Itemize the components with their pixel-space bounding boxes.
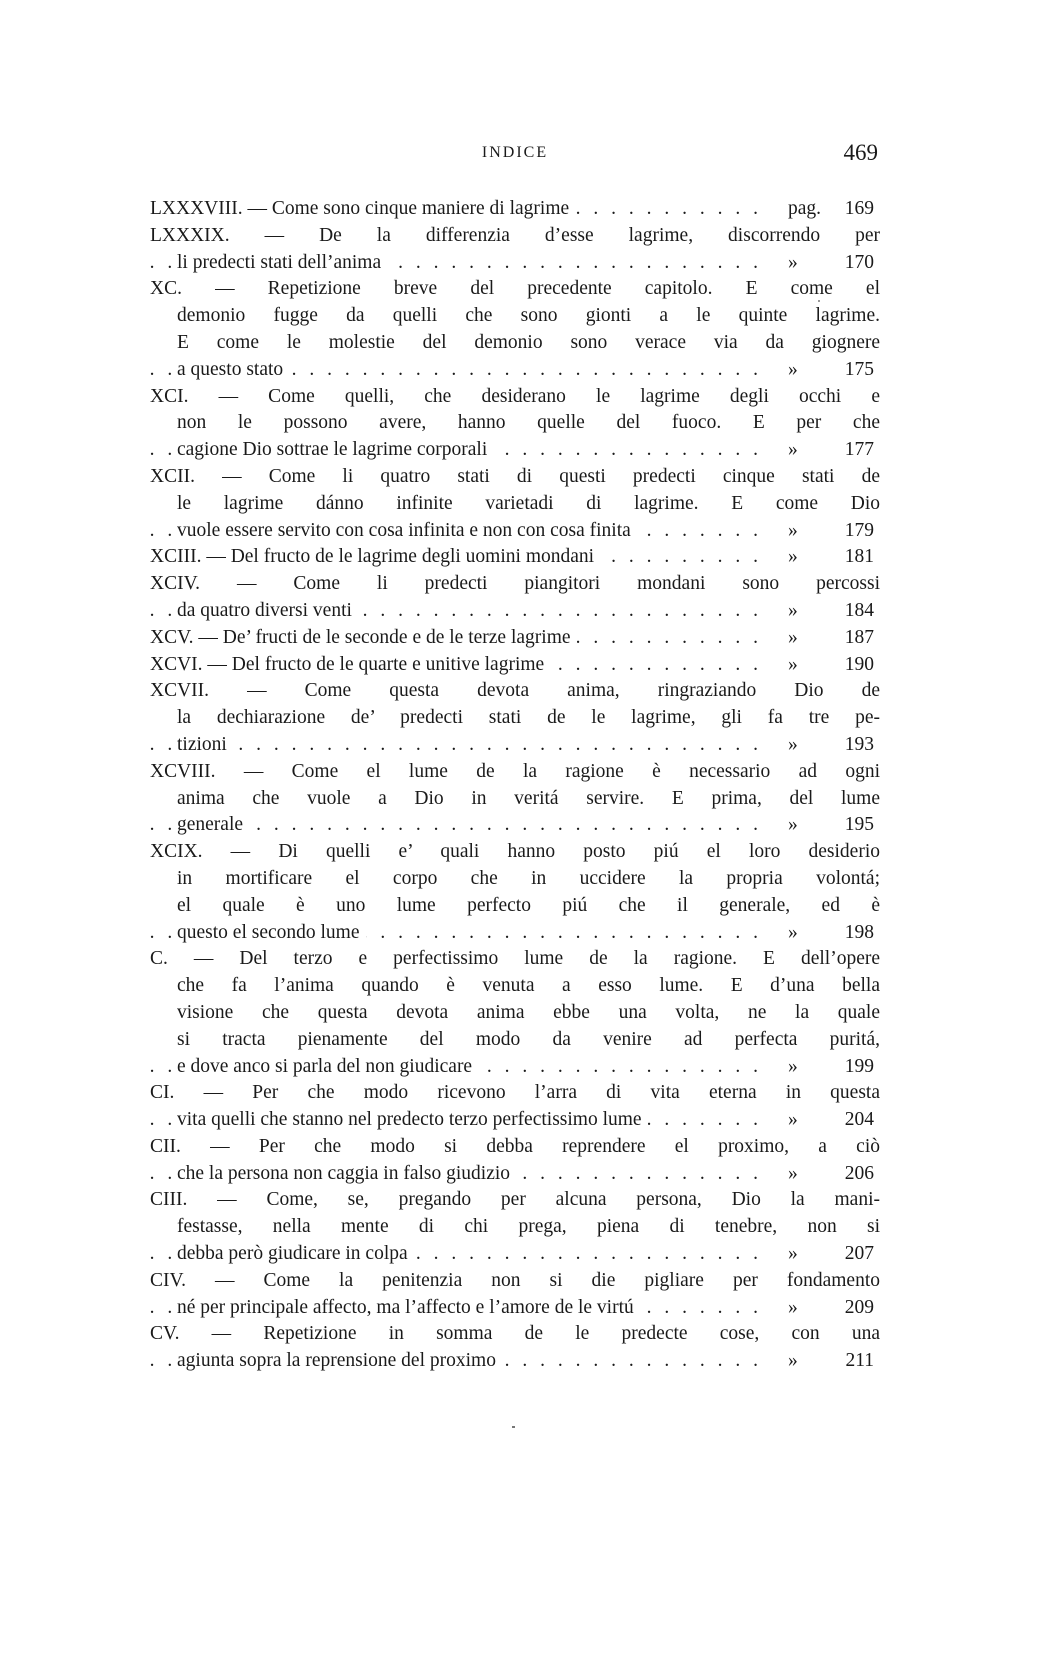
toc-entry-line <box>150 732 880 759</box>
toc-entry <box>150 652 880 679</box>
toc-entry-text: LXXXVIII. — Come sono cinque maniere di lagrime <box>150 198 575 219</box>
toc-entry-line <box>150 276 880 303</box>
page-reference-number: 187 <box>844 626 874 648</box>
page-reference-number: 193 <box>844 733 874 755</box>
page-number: 469 <box>843 140 878 165</box>
toc-entry-line <box>150 250 880 277</box>
toc-entry-line <box>150 223 880 250</box>
page-reference <box>780 518 880 545</box>
toc-entry-text: né per principale affecto, ma l’affecto e l’amore de le virtú <box>177 1297 640 1318</box>
toc-entry-line <box>150 946 880 973</box>
page-reference-marker: » <box>788 439 798 461</box>
page-reference-number: 198 <box>844 921 874 943</box>
toc-entry-text: XCIV. — Come li predecti piangitori mondani sono percossi <box>150 573 880 595</box>
page-reference-marker: » <box>788 358 798 380</box>
toc-entry-text: XCII. — Come li quatro stati di questi predecti cinque stati de <box>150 465 880 487</box>
toc-entry-text: che la persona non caggia in falso giudizio <box>177 1163 516 1184</box>
page-reference <box>780 1161 880 1188</box>
toc-entry-line <box>150 705 880 732</box>
print-mark <box>512 1426 515 1428</box>
table-of-contents <box>150 196 880 1375</box>
toc-entry <box>150 276 880 383</box>
page-reference <box>780 250 880 277</box>
page-reference-marker: » <box>788 921 798 943</box>
page-reference <box>780 196 880 223</box>
page-reference <box>780 598 880 625</box>
toc-entry-line <box>150 464 880 491</box>
toc-entry-line <box>150 437 880 464</box>
toc-entry <box>150 759 880 839</box>
page-reference-marker: » <box>788 1350 798 1372</box>
page-reference-number: 206 <box>844 1162 874 1184</box>
toc-entry-text: XCV. — De’ fructi de le seconde e de le terze lagrime <box>150 627 577 648</box>
toc-entry-text: che fa l’anima quando è venuta a esso lume. E d’una bella <box>177 975 880 997</box>
toc-entry-text: le lagrime dánno infinite varietadi di lagrime. E come Dio <box>177 492 880 514</box>
page-reference-marker: » <box>788 1162 798 1184</box>
page-reference-marker: » <box>788 733 798 755</box>
toc-entry-text: XCIII. — Del fructo de le lagrime degli uomini mondani <box>150 546 600 567</box>
page-reference-number: 190 <box>844 653 874 675</box>
toc-entry <box>150 839 880 946</box>
page-reference-marker: » <box>788 599 798 621</box>
toc-entry-text: CII. — Per che modo si debba reprendere el proximo, a ciò <box>150 1135 880 1157</box>
toc-entry-line <box>150 330 880 357</box>
toc-entry <box>150 946 880 1080</box>
toc-entry-line <box>150 410 880 437</box>
page-reference <box>780 1107 880 1134</box>
page-reference-number: 184 <box>844 599 874 621</box>
page-reference-number: 195 <box>844 814 874 836</box>
toc-entry-line <box>150 1268 880 1295</box>
toc-entry-line <box>150 1000 880 1027</box>
toc-entry <box>150 1321 880 1375</box>
page-reference <box>780 1241 880 1268</box>
toc-entry-text: non le possono avere, hanno quelle del fuoco. E per che <box>177 412 880 434</box>
toc-entry <box>150 1134 880 1188</box>
page-reference <box>780 1348 880 1375</box>
page-reference-marker: » <box>788 626 798 648</box>
toc-entry-line <box>150 491 880 518</box>
page-header <box>150 140 880 170</box>
page-reference-number: 211 <box>845 1350 874 1372</box>
toc-entry-line <box>150 544 880 571</box>
page-reference <box>780 920 880 947</box>
toc-entry-text: XC. — Repetizione breve del precedente capitolo. E come el <box>150 278 880 300</box>
toc-entry-line <box>150 920 880 947</box>
page-reference-marker: » <box>788 1296 798 1318</box>
toc-entry-line <box>150 1134 880 1161</box>
toc-entry-text: generale <box>177 814 249 835</box>
toc-entry <box>150 1187 880 1267</box>
toc-entry-text: CIV. — Come la penitenzia non si die pigliare per fondamento <box>150 1269 880 1291</box>
page-reference <box>780 544 880 571</box>
toc-entry-text: CI. — Per che modo ricevono l’arra di vita eterna in questa <box>150 1082 880 1104</box>
toc-entry-line <box>150 973 880 1000</box>
toc-entry-line <box>150 652 880 679</box>
page-reference <box>780 652 880 679</box>
toc-entry-line <box>150 571 880 598</box>
toc-entry-text: debba però giudicare in colpa <box>177 1243 414 1264</box>
page-reference-number: 179 <box>844 519 874 541</box>
toc-entry-line <box>150 1054 880 1081</box>
toc-entry-text: questo el secondo lume <box>177 922 366 943</box>
toc-entry-line <box>150 786 880 813</box>
page-reference-marker: » <box>788 519 798 541</box>
toc-entry-text: LXXXIX. — De la differenzia d’esse lagrime, discorrendo per <box>150 224 880 246</box>
page-reference-number: 170 <box>844 251 874 273</box>
page-reference-marker: » <box>788 1109 798 1131</box>
toc-entry-text: e dove anco si parla del non giudicare <box>177 1056 478 1077</box>
page-reference-number: 199 <box>844 1055 874 1077</box>
toc-entry-text: XCI. — Come quelli, che desiderano le lagrime degli occhi e <box>150 385 880 407</box>
toc-entry-text: el quale è uno lume perfecto piú che il generale, ed è <box>177 894 880 916</box>
page-reference-number: 175 <box>844 358 874 380</box>
toc-entry-text: tizioni <box>177 734 233 755</box>
toc-entry-line <box>150 625 880 652</box>
toc-entry-text: a questo stato <box>177 359 289 380</box>
toc-entry <box>150 1268 880 1322</box>
toc-entry <box>150 196 880 223</box>
page-reference-number: 169 <box>844 198 874 219</box>
page-reference <box>780 1054 880 1081</box>
toc-entry-text: CV. — Repetizione in somma de le predecte cose, con una <box>150 1323 880 1345</box>
toc-entry-text: C. — Del terzo e perfectissimo lume de la ragione. E dell’opere <box>150 948 880 970</box>
toc-entry-line <box>150 518 880 545</box>
toc-entry-text: li predecti stati dell’anima <box>177 252 387 273</box>
toc-entry-line <box>150 812 880 839</box>
page-reference-number: 204 <box>844 1109 874 1131</box>
toc-entry-text: vuole essere servito con cosa infinita e non con cosa finita <box>177 520 637 541</box>
page-reference <box>780 357 880 384</box>
toc-entry <box>150 571 880 625</box>
toc-entry-text: XCIX. — Di quelli e’ quali hanno posto piú el loro desiderio <box>150 841 880 863</box>
toc-entry <box>150 223 880 277</box>
toc-entry-line <box>150 1187 880 1214</box>
page-reference-number: 209 <box>844 1296 874 1318</box>
toc-entry-line <box>150 866 880 893</box>
page-reference <box>780 625 880 652</box>
toc-entry-text: XCVII. — Come questa devota anima, ringraziando Dio de <box>150 680 880 702</box>
toc-entry-text: vita quelli che stanno nel predecto terzo perfectissimo lume <box>177 1109 648 1130</box>
toc-entry-line <box>150 893 880 920</box>
toc-entry-line <box>150 598 880 625</box>
toc-entry-text: visione che questa devota anima ebbe una volta, ne la quale <box>177 1001 880 1023</box>
page-reference-number: 181 <box>844 546 874 568</box>
toc-entry-text: cagione Dio sottrae le lagrime corporali <box>177 439 493 460</box>
toc-entry-text: agiunta sopra la reprensione del proximo <box>177 1350 502 1371</box>
toc-entry-line <box>150 1348 880 1375</box>
toc-entry <box>150 464 880 544</box>
page-reference <box>780 1295 880 1322</box>
toc-entry-line <box>150 384 880 411</box>
toc-entry-line <box>150 759 880 786</box>
toc-entry <box>150 544 880 571</box>
toc-entry-line <box>150 1107 880 1134</box>
toc-entry <box>150 678 880 758</box>
running-title: INDICE <box>481 144 549 161</box>
toc-entry-line <box>150 1321 880 1348</box>
page-reference-marker: » <box>788 251 798 273</box>
page-reference <box>780 437 880 464</box>
toc-entry-text: la dechiarazione de’ predecti stati de le lagrime, gli fa tre pe- <box>177 707 880 729</box>
page-reference <box>780 732 880 759</box>
page-reference-number: 207 <box>844 1243 874 1265</box>
toc-entry-text: si tracta pienamente del modo da venire ad perfecta puritá, <box>177 1028 880 1050</box>
toc-entry-text: in mortificare el corpo che in uccidere la propria volontá; <box>177 867 880 889</box>
toc-entry-line <box>150 1214 880 1241</box>
toc-entry-text: XCVI. — Del fructo de le quarte e unitive lagrime <box>150 654 550 675</box>
toc-entry-text: demonio fugge da quelli che sono gionti a le quinte lagrime. <box>177 305 880 327</box>
toc-entry-line <box>150 1027 880 1054</box>
toc-entry-text: XCVIII. — Come el lume de la ragione è necessario ad ogni <box>150 760 880 782</box>
toc-entry-line <box>150 678 880 705</box>
page-reference-marker: » <box>788 546 798 568</box>
toc-entry-text: anima che vuole a Dio in veritá servire. E prima, del lume <box>177 787 880 809</box>
toc-entry-line <box>150 839 880 866</box>
toc-entry-line <box>150 1080 880 1107</box>
page-reference-marker: pag. <box>788 198 822 219</box>
toc-entry-text: CIII. — Come, se, pregando per alcuna persona, Dio la mani- <box>150 1189 880 1211</box>
toc-entry-line <box>150 196 880 223</box>
toc-entry-text: festasse, nella mente di chi prega, piena di tenebre, non si <box>177 1216 880 1238</box>
toc-entry-line <box>150 1295 880 1322</box>
page-reference-marker: » <box>788 1055 798 1077</box>
toc-entry-text: da quatro diversi venti <box>177 600 358 621</box>
toc-entry-line <box>150 1161 880 1188</box>
page-reference-number: 177 <box>844 439 874 461</box>
toc-entry <box>150 384 880 464</box>
toc-entry <box>150 625 880 652</box>
page-reference-marker: » <box>788 814 798 836</box>
page-reference-marker: » <box>788 653 798 675</box>
toc-entry-line <box>150 303 880 330</box>
toc-entry <box>150 1080 880 1134</box>
page-reference <box>780 812 880 839</box>
toc-entry-line <box>150 1241 880 1268</box>
toc-entry-text: E come le molestie del demonio sono verace via da giognere <box>177 331 880 353</box>
page-reference-marker: » <box>788 1243 798 1265</box>
toc-entry-line <box>150 357 880 384</box>
